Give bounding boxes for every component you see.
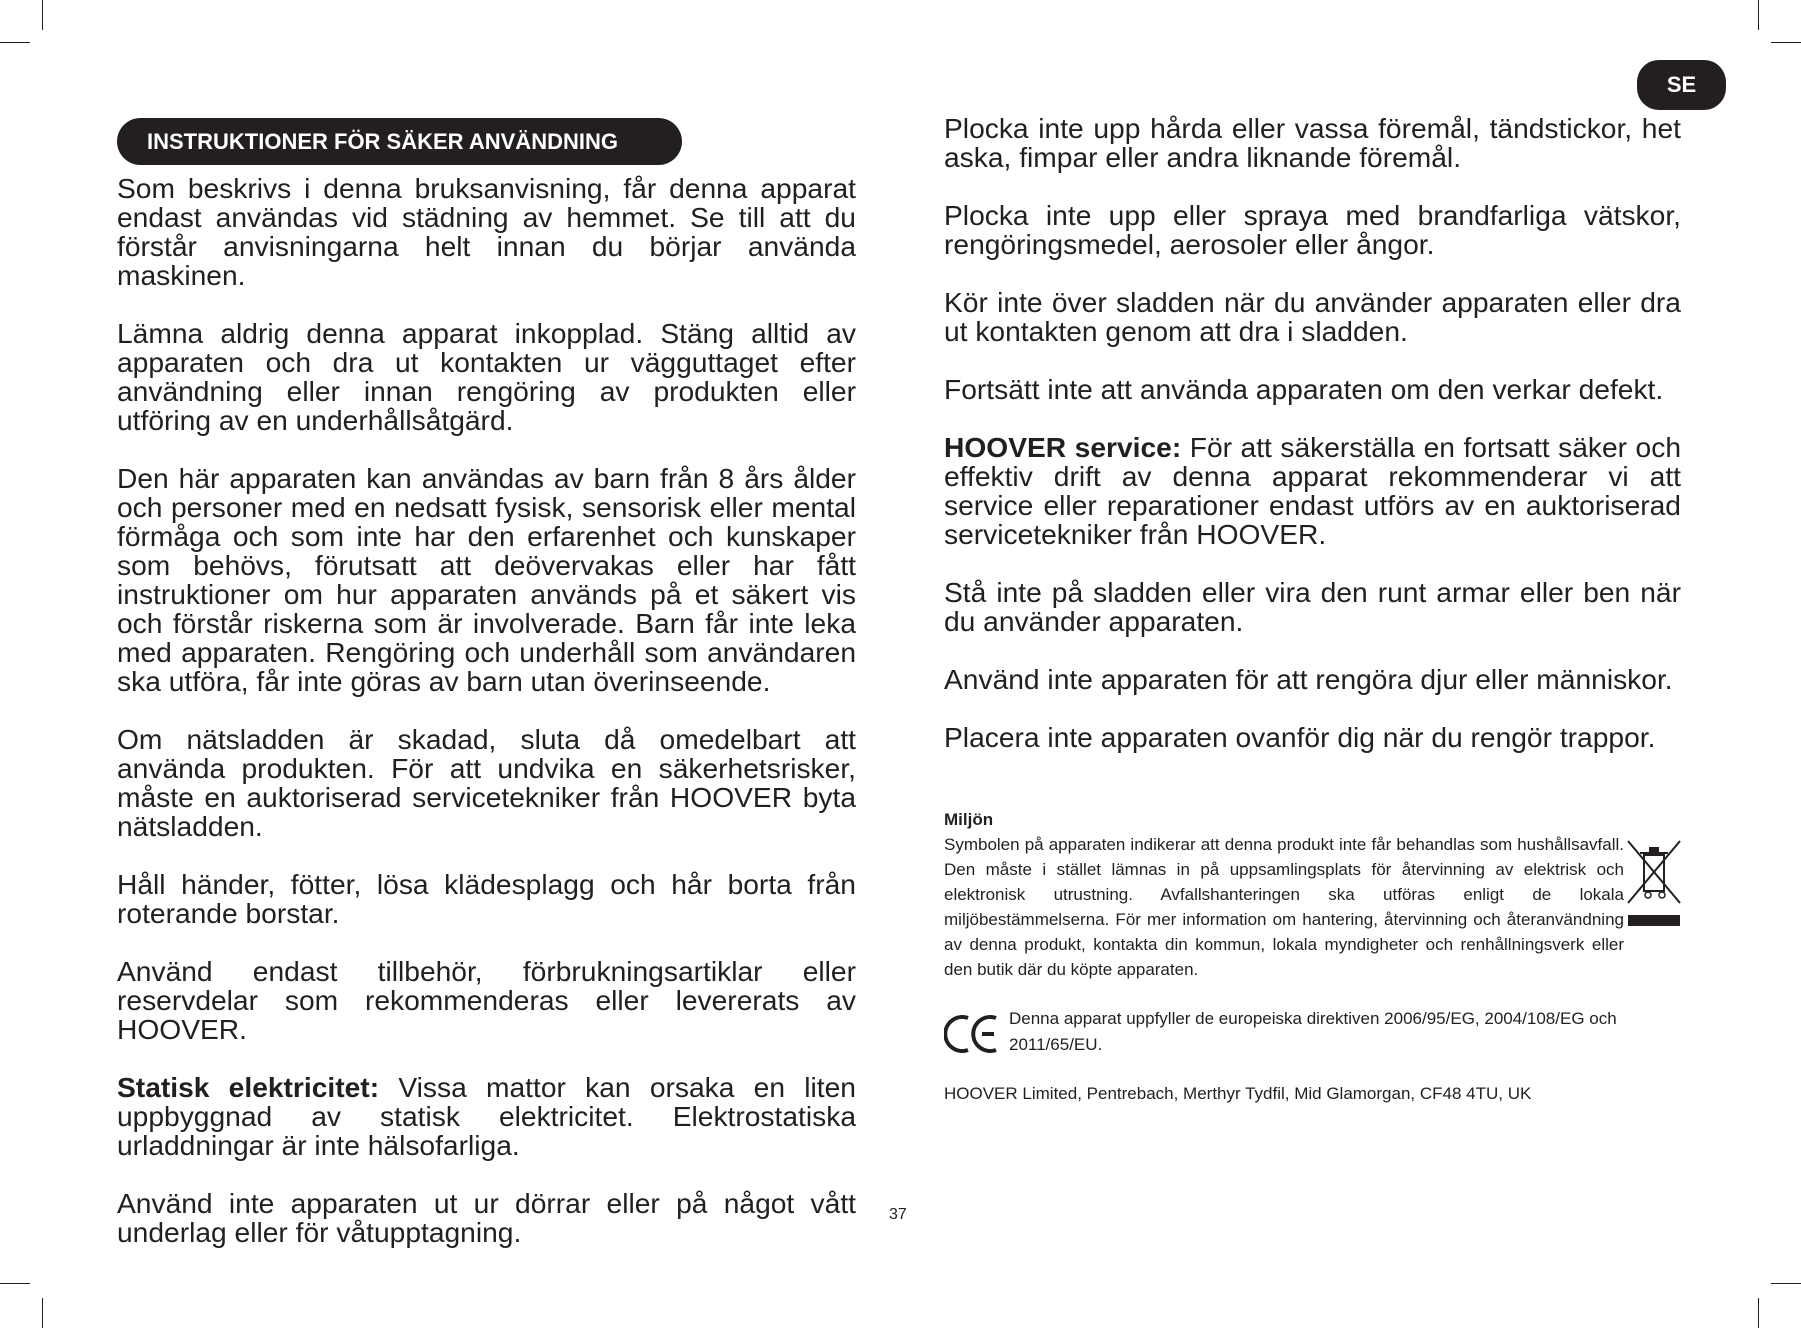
paragraph: Använd endast tillbehör, förbrukningsartiklar eller reservdelar som rekommenderas eller levererats av HOOVER. [117,955,856,1045]
crop-mark [1758,1298,1759,1328]
weee-bin-icon [1626,837,1682,929]
paragraph: Placera inte apparaten ovanför dig när du rengör trappor. [944,721,1656,753]
paragraph: Den här apparaten kan användas av barn från 8 års ålder och personer med en nedsatt fysisk, sensorisk eller mental förmåga och som inte har den erfarenhet och kunskaper som behövs, förutsatt att deövervakas eller har fått instruktioner om hur apparaten används på et säkert vis och förstår riskerna som är involverade. Barn får inte leka med apparaten. Rengöring och underhåll som användaren ska utföra, får inte göras av barn utan överinseende. [117,462,856,697]
service-text: För att säkerställa en fortsatt säker och effektiv drift av denna apparat rekommenderar vi att service eller reparationer endast utförs av en auktoriserad servicetekniker från HOOVER. [944,431,1681,550]
right-column [944,114,1681,781]
crop-mark [42,0,43,30]
paragraph: Om nätsladden är skadad, sluta då omedelbart att använda produkten. För att undvika en säkerhetsrisker, måste en auktoriserad servicetekniker från HOOVER byta nätsladden. [117,723,856,842]
ce-mark-icon [944,1012,1000,1056]
page-number: 37 [889,1206,907,1223]
crop-mark [1758,0,1759,30]
section-heading: INSTRUKTIONER FÖR SÄKER ANVÄNDNING [117,118,682,165]
environment-section [944,808,1684,982]
crop-mark [1771,42,1801,43]
crop-mark [42,1298,43,1328]
paragraph: Använd inte apparaten ut ur dörrar eller på något vått underlag eller för våtupptagning. [117,1187,856,1248]
paragraph: Lämna aldrig denna apparat inkopplad. Stäng alltid av apparaten och dra ut kontakten ur vägguttaget efter användning eller innan rengöring av produkten eller utföring av en underhållsåtgärd. [117,317,856,436]
ce-text: Denna apparat uppfyller de europeiska direktiven 2006/95/EG, 2004/108/EG och 2011/65/EU. [1009,1009,1617,1054]
environment-title: Miljön [944,810,994,829]
paragraph: Plocka inte upp hårda eller vassa föremål, tändstickor, het aska, fimpar eller andra liknande föremål. [944,112,1681,173]
paragraph: Kör inte över sladden när du använder apparaten eller dra ut kontakten genom att dra i sladden. [944,286,1681,347]
paragraph: Plocka inte upp eller spraya med brandfarliga vätskor, rengöringsmedel, aerosoler eller ångor. [944,199,1681,260]
paragraph: Använd inte apparaten för att rengöra djur eller människor. [944,663,1673,695]
static-electricity-paragraph [117,1073,856,1160]
environment-text: Symbolen på apparaten indikerar att denna produkt inte får behandlas som hushållsavfall. Den måste i stället lämnas in på uppsamlingsplats för återvinning av elektrisk och elektronisk utrustning. Avfallshanteringen ska utföras enligt de lokala miljöbestämmelserna. För mer information om hantering, återvinning och återanvändning av denna produkt, kontakta din kommun, lokala myndigheter och renhållningsverk eller den butik där du köpte apparaten. [944,835,1624,979]
address: HOOVER Limited, Pentrebach, Merthyr Tydfil, Mid Glamorgan, CF48 4TU, UK [944,1084,1532,1103]
paragraph: Som beskrivs i denna bruksanvisning, får denna apparat endast användas vid städning av hemmet. Se till att du förstår anvisningarna helt innan du börjar använda maskinen. [117,172,856,291]
crop-mark [0,42,30,43]
static-label: Statisk elektricitet: [117,1071,380,1103]
left-column [117,174,856,1276]
paragraph: Håll händer, fötter, lösa klädesplagg och hår borta från roterande borstar. [117,868,856,929]
paragraph: Stå inte på sladden eller vira den runt armar eller ben när du använder apparaten. [944,576,1681,637]
service-label: HOOVER service: [944,431,1182,463]
crop-mark [0,1283,30,1284]
language-badge: SE [1637,60,1726,110]
static-text: Vissa mattor kan orsaka en liten uppbyggnad av statisk elektricitet. Elektrostatiska urladdningar är inte hälsofarliga. [117,1071,856,1161]
service-paragraph [944,433,1681,549]
crop-mark [1771,1283,1801,1284]
ce-declaration [944,1006,1684,1058]
paragraph: Fortsätt inte att använda apparaten om den verkar defekt. [944,373,1664,405]
